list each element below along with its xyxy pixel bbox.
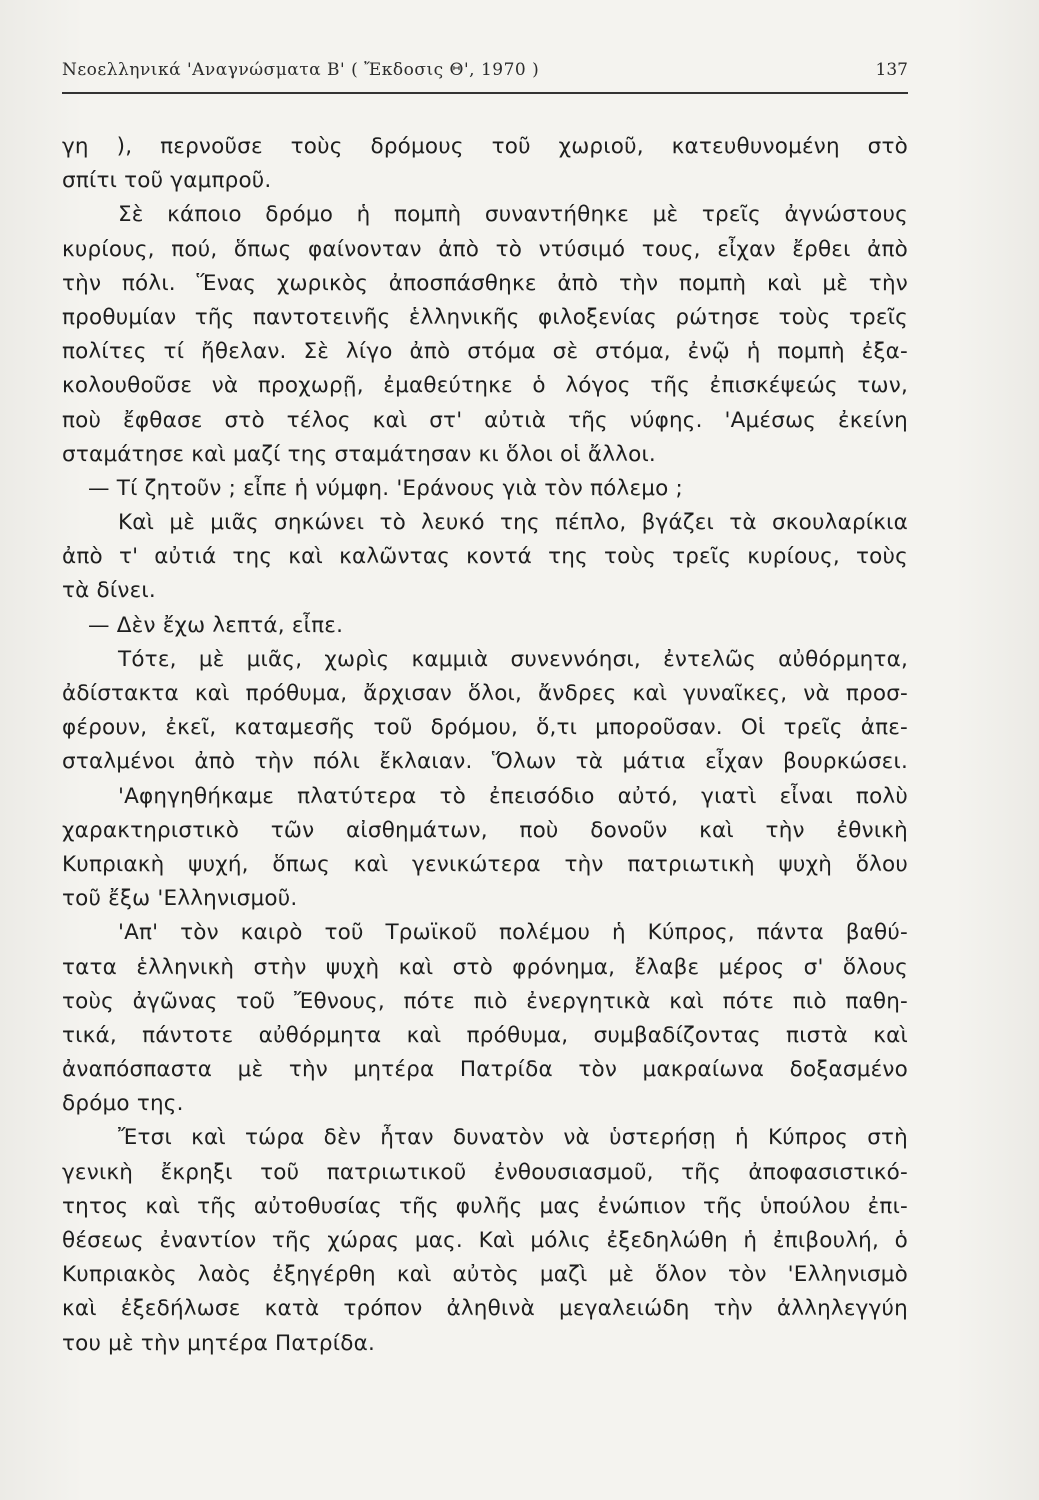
text-line: θέσεως ἐναντίον τῆς χώρας μας. Καὶ μόλις ἐξεδηλώθη ἡ ἐπιβουλή, ὁ — [62, 1228, 908, 1253]
text-line: Κυπριακὸς λαὸς ἐξηγέρθη καὶ αὐτὸς μαζὶ μὲ ὅλον τὸν 'Ελληνισμὸ — [62, 1262, 908, 1288]
text-line: καὶ ἐξεδήλωσε κατὰ τρόπον ἀληθινὰ μεγαλειώδη τὴν ἀλληλεγγύη — [62, 1296, 908, 1322]
text-line: σταμάτησε καὶ μαζί της σταμάτησαν κι ὅλοι οἱ ἄλλοι. — [62, 441, 656, 467]
text-line: ἀπὸ τ' αὐτιά της καὶ καλῶντας κοντά της τοὺς τρεῖς κυρίους, τοὺς — [62, 544, 908, 570]
text-line: κολουθοῦσε νὰ προχωρῇ, ἐμαθεύτηκε ὁ λόγος τῆς ἐπισκέψεώς των, — [62, 373, 908, 399]
text-line: Ἔτσι καὶ τώρα δὲν ἦταν δυνατὸν νὰ ὑστερήσῃ ἡ Κύπρος στὴ — [118, 1125, 908, 1151]
running-title: Νεοελληνικά 'Αναγνώσματα Β' ( Ἔκδοσις Θ', 1970 ) — [62, 60, 540, 80]
dialogue-line: — Τί ζητοῦν ; εἶπε ἡ νύμφη. 'Εράνους γιὰ τὸν πόλεμο ; — [88, 475, 683, 501]
text-line: σπίτι τοῦ γαμπροῦ. — [62, 168, 272, 194]
text-line: τὴν πόλι. Ἕνας χωρικὸς ἀποσπάσθηκε ἀπὸ τὴν πομπὴ καὶ μὲ τὴν — [62, 270, 908, 296]
text-line: τὰ δίνει. — [62, 578, 156, 604]
text-line: ποὺ ἔφθασε στὸ τέλος καὶ στ' αὐτιὰ τῆς νύφης. 'Αμέσως ἐκείνη — [62, 407, 908, 433]
text-line: ἀδίστακτα καὶ πρόθυμα, ἄρχισαν ὅλοι, ἄνδρες καὶ γυναῖκες, νὰ προσ- — [62, 681, 908, 706]
text-line: 'Αφηγηθήκαμε πλατύτερα τὸ ἐπεισόδιο αὐτό, γιατὶ εἶναι πολὺ — [118, 783, 908, 809]
text-line: του μὲ τὴν μητέρα Πατρίδα. — [62, 1330, 376, 1356]
text-line: τατα ἑλληνικὴ στὴν ψυχὴ καὶ στὸ φρόνημα, ἔλαβε μέρος σ' ὅλους — [62, 954, 908, 980]
text-line: τοὺς ἀγῶνας τοῦ Ἔθνους, πότε πιὸ ἐνεργητικὰ καὶ πότε πιὸ παθη- — [62, 988, 908, 1014]
text-line: τοῦ ἔξω 'Ελληνισμοῦ. — [62, 886, 298, 912]
text-line: γενικὴ ἔκρηξι τοῦ πατριωτικοῦ ἐνθουσιασμοῦ, τῆς ἀποφασιστικό- — [62, 1159, 908, 1185]
page-number: 137 — [875, 60, 908, 80]
text-line: Κυπριακὴ ψυχή, ὅπως καὶ γενικώτερα τὴν πατριωτικὴ ψυχὴ ὅλου — [62, 851, 908, 877]
header-rule — [62, 92, 908, 94]
text-line: χαρακτηριστικὸ τῶν αἰσθημάτων, ποὺ δονοῦν καὶ τὴν ἐθνικὴ — [62, 817, 908, 843]
text-line: Σὲ κάποιο δρόμο ἡ πομπὴ συναντήθηκε μὲ τρεῖς ἀγνώστους — [118, 202, 908, 228]
text-line: κυρίους, πού, ὅπως φαίνονταν ἀπὸ τὸ ντύσιμό τους, εἶχαν ἔρθει ἀπὸ — [62, 236, 908, 262]
text-line: πολίτες τί ἤθελαν. Σὲ λίγο ἀπὸ στόμα σὲ στόμα, ἐνῷ ἡ πομπὴ ἐξα- — [62, 339, 908, 365]
body-text — [62, 130, 908, 1361]
text-line: τητος καὶ τῆς αὐτοθυσίας τῆς φυλῆς μας ἐνώπιον τῆς ὑπούλου ἐπι- — [62, 1193, 908, 1219]
page-header — [62, 60, 908, 88]
text-line: Καὶ μὲ μιᾶς σηκώνει τὸ λευκό της πέπλο, βγάζει τὰ σκουλαρίκια — [118, 510, 908, 536]
text-line: σταλμένοι ἀπὸ τὴν πόλι ἔκλαιαν. Ὅλων τὰ μάτια εἶχαν βουρκώσει. — [62, 749, 908, 775]
text-line: τικά, πάντοτε αὐθόρμητα καὶ πρόθυμα, συμβαδίζοντας πιστὰ καὶ — [62, 1022, 908, 1048]
text-line: γη ), περνοῦσε τοὺς δρόμους τοῦ χωριοῦ, κατευθυνομένη στὸ — [62, 134, 908, 159]
text-line: ἀναπόσπαστα μὲ τὴν μητέρα Πατρίδα τὸν μακραίωνα δοξασμένο — [62, 1057, 908, 1083]
text-line: 'Απ' τὸν καιρὸ τοῦ Τρωϊκοῦ πολέμου ἡ Κύπρος, πάντα βαθύ- — [118, 920, 908, 946]
text-line: φέρουν, ἐκεῖ, καταμεσῆς τοῦ δρόμου, ὅ,τι μποροῦσαν. Οἱ τρεῖς ἀπε- — [62, 715, 908, 741]
text-line: δρόμο της. — [62, 1091, 184, 1117]
text-line: Τότε, μὲ μιᾶς, χωρὶς καμμιὰ συνεννόησι, ἐντελῶς αὐθόρμητα, — [118, 646, 908, 672]
dialogue-line: — Δὲν ἔχω λεπτά, εἶπε. — [88, 612, 344, 638]
text-line: προθυμίαν τῆς παντοτεινῆς ἑλληνικῆς φιλοξενίας ρώτησε τοὺς τρεῖς — [62, 304, 908, 330]
